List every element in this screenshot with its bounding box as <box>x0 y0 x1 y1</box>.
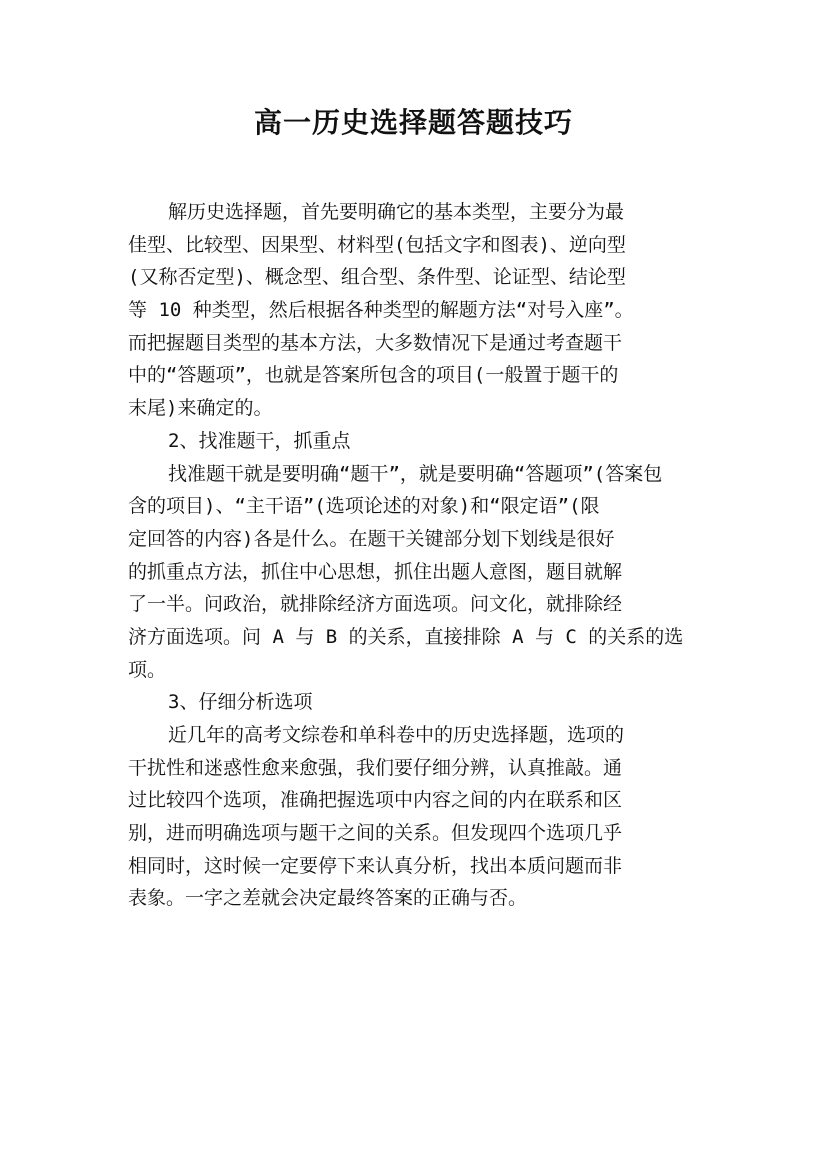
paragraph-line: (又称否定型)、概念型、组合型、条件型、论证型、结论型 <box>128 266 626 289</box>
paragraph-line: 中的“答题项”，也就是答案所包含的项目(一般置于题干的 <box>128 364 619 387</box>
paragraph-line: 定回答的内容)各是什么。在题干关键部分划下划线是很好 <box>128 527 615 550</box>
paragraph-line: 解历史选择题，首先要明确它的基本类型，主要分为最 <box>168 201 625 223</box>
paragraph-line: 末尾)来确定的。 <box>128 397 273 420</box>
paragraph-line: 相同时，这时候一定要停下来认真分析，找出本质问题而非 <box>128 854 623 877</box>
section-heading: 3、仔细分析选项 <box>168 691 313 714</box>
paragraph-line: 过比较四个选项，准确把握选项中内容之间的内在联系和区 <box>128 789 623 812</box>
paragraph-line: 干扰性和迷惑性愈来愈强，我们要仔细分辨，认真推敲。通 <box>128 756 623 779</box>
paragraph-line: 含的项目)、“主干语”(选项论述的对象)和“限定语”(限 <box>128 495 600 518</box>
paragraph-line: 佳型、比较型、因果型、材料型(包括文字和图表)、逆向型 <box>128 233 626 256</box>
paragraph-line: 济方面选项。问 A 与 B 的关系，直接排除 A 与 C 的关系的选 <box>128 625 684 648</box>
paragraph-line: 近几年的高考文综卷和单科卷中的历史选择题，选项的 <box>168 724 625 746</box>
section-heading: 2、找准题干，抓重点 <box>168 429 351 452</box>
paragraph-line: 项。 <box>128 658 167 681</box>
paragraph-line: 了一半。问政治，就排除经济方面选项。问文化，就排除经 <box>128 593 623 616</box>
document-body <box>128 196 708 915</box>
paragraph-line: 别，进而明确选项与题干之间的关系。但发现四个选项几乎 <box>128 822 623 845</box>
paragraph-line: 而把握题目类型的基本方法，大多数情况下是通过考查题干 <box>128 331 623 354</box>
paragraph-line: 表象。一字之差就会决定最终答案的正确与否。 <box>128 887 528 910</box>
document-title: 高一历史选择题答题技巧 <box>253 106 573 139</box>
paragraph-line: 等 10 种类型，然后根据各种类型的解题方法“对号入座”。 <box>128 299 634 322</box>
paragraph-line: 的抓重点方法，抓住中心思想，抓住出题人意图，题目就解 <box>128 560 623 583</box>
paragraph-line: 找准题干就是要明确“题干”，就是要明确“答题项”(答案包 <box>168 462 663 485</box>
